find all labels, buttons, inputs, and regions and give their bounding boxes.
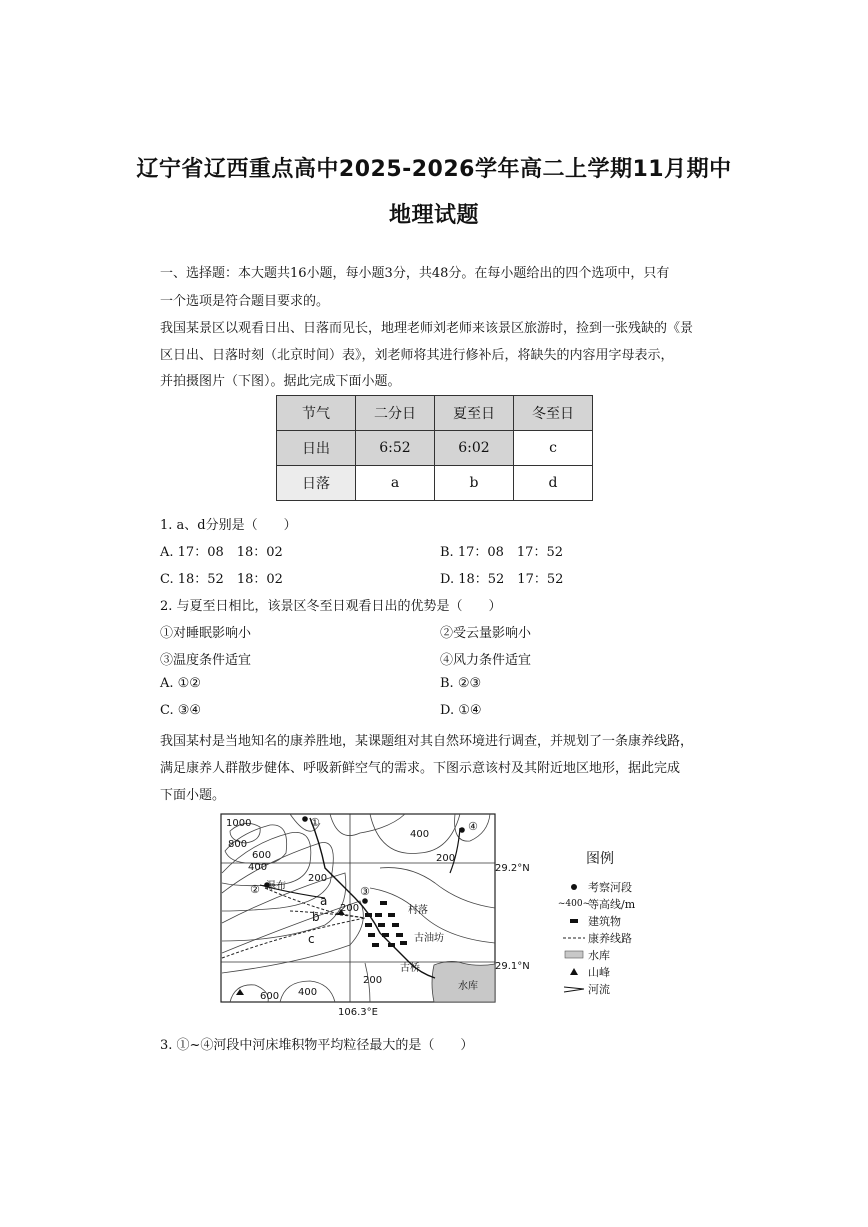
table-cell: 冬至日 bbox=[514, 396, 593, 431]
q2-option-d[interactable]: D. ①④ bbox=[440, 703, 482, 718]
contour-label: 400 bbox=[248, 862, 268, 873]
passage2-line-3: 下面小题。 bbox=[160, 788, 226, 803]
contour-label: 200 bbox=[363, 975, 383, 986]
contour-label: 200 bbox=[308, 873, 328, 884]
peak-icon bbox=[560, 967, 588, 976]
q1-option-b[interactable]: B. 17：08 17：52 bbox=[440, 545, 563, 560]
q3-stem: 3. ①~④河段中河床堆积物平均粒径最大的是（ ） bbox=[160, 1038, 474, 1053]
q2-item-4: ④风力条件适宜 bbox=[440, 653, 532, 668]
table-cell: 日出 bbox=[277, 431, 356, 466]
table-cell: c bbox=[514, 431, 593, 466]
contour-label: 800 bbox=[228, 839, 248, 850]
q1-option-c[interactable]: C. 18：52 18：02 bbox=[160, 572, 283, 587]
legend-item bbox=[560, 912, 635, 929]
latitude-label: 29.2°N bbox=[495, 863, 530, 874]
table-cell: 节气 bbox=[277, 396, 356, 431]
table-row bbox=[277, 431, 593, 466]
legend-label: 建筑物 bbox=[588, 914, 621, 928]
table-cell: b bbox=[435, 466, 514, 501]
contour-label: 200 bbox=[436, 853, 456, 864]
place-label: 水库 bbox=[458, 981, 478, 992]
contour-label: 1000 bbox=[226, 818, 252, 829]
terrain-map bbox=[220, 813, 530, 1028]
table-cell: d bbox=[514, 466, 593, 501]
contour-label: 200 bbox=[340, 903, 360, 914]
legend-label: 等高线/m bbox=[588, 897, 636, 911]
table-cell: 二分日 bbox=[356, 396, 435, 431]
river-icon bbox=[560, 984, 588, 994]
table-cell: 夏至日 bbox=[435, 396, 514, 431]
q2-item-2: ②受云量影响小 bbox=[440, 626, 532, 641]
q1-stem: 1. a、d分别是（ ） bbox=[160, 518, 297, 533]
legend-item bbox=[560, 878, 635, 895]
building-icon bbox=[560, 918, 588, 924]
table-header-row bbox=[277, 396, 593, 431]
legend-label: 山峰 bbox=[588, 965, 610, 979]
passage1-line-1: 我国某景区以观看日出、日落而见长，地理老师刘老师来该景区旅游时，捡到一张残缺的《景 bbox=[160, 321, 694, 336]
route-icon bbox=[560, 936, 588, 940]
legend-title: 图例 bbox=[586, 851, 614, 867]
table-row bbox=[277, 466, 593, 501]
latitude-label: 29.1°N bbox=[495, 961, 530, 972]
legend-label: 河流 bbox=[588, 982, 610, 996]
q2-item-3: ③温度条件适宜 bbox=[160, 653, 252, 668]
q2-option-b[interactable]: B. ②③ bbox=[440, 676, 482, 691]
legend-item bbox=[560, 963, 635, 980]
section-instruction-1: 一、选择题：本大题共16小题，每小题3分，共48分。在每小题给出的四个选项中，只有 bbox=[160, 266, 670, 281]
place-label: 古油坊 bbox=[414, 933, 444, 944]
q2-item-1: ①对睡眠影响小 bbox=[160, 626, 252, 641]
passage1-line-2: 区日出、日落时刻（北京时间）表》，刘老师将其进行修补后，将缺失的内容用字母表示， bbox=[160, 348, 674, 363]
longitude-label: 106.3°E bbox=[338, 1007, 378, 1018]
table-cell: 6:02 bbox=[435, 431, 514, 466]
table-cell: a bbox=[356, 466, 435, 501]
legend-item bbox=[560, 980, 635, 997]
place-label: 古桥 bbox=[400, 963, 420, 974]
route-label: a bbox=[320, 894, 328, 908]
route-label: b bbox=[312, 910, 320, 924]
legend-item bbox=[560, 929, 635, 946]
route-label: c bbox=[308, 932, 315, 946]
site-label: ① bbox=[310, 816, 320, 829]
section-instruction-2: 一个选项是符合题目要求的。 bbox=[160, 294, 330, 309]
site-dot bbox=[302, 816, 308, 822]
passage2-line-1: 我国某村是当地知名的康养胜地，某课题组对其自然环境进行调查，并规划了一条康养线路， bbox=[160, 734, 694, 749]
site-dot bbox=[459, 827, 465, 833]
map-legend bbox=[557, 848, 636, 997]
legend-item bbox=[560, 946, 635, 963]
table-cell: 6:52 bbox=[356, 431, 435, 466]
contour-label: 600 bbox=[252, 850, 272, 861]
site-label: ④ bbox=[468, 820, 478, 833]
q2-option-a[interactable]: A. ①② bbox=[160, 676, 201, 691]
q2-option-c[interactable]: C. ③④ bbox=[160, 703, 202, 718]
site-dot bbox=[362, 898, 368, 904]
contour-label: 400 bbox=[298, 987, 318, 998]
reservoir-icon bbox=[560, 950, 588, 959]
passage2-line-2: 满足康养人群散步健体、呼吸新鲜空气的需求。下图示意该村及其附近地区地形，据此完成 bbox=[160, 761, 681, 776]
legend-item bbox=[557, 895, 636, 912]
contour-icon: ~ 400 ~ bbox=[557, 898, 591, 909]
legend-label: 康养线路 bbox=[588, 931, 632, 945]
legend-label: 考察河段 bbox=[588, 880, 632, 894]
title-line-1: 辽宁省辽西重点高中2025-2026学年高二上学期11月期中 bbox=[136, 157, 732, 182]
q2-stem: 2. 与夏至日相比，该景区冬至日观看日出的优势是（ ） bbox=[160, 599, 502, 614]
site-label: ③ bbox=[360, 885, 370, 898]
place-label: 村落 bbox=[408, 905, 428, 916]
site-label: ② bbox=[250, 883, 260, 896]
contour-label: 600 bbox=[260, 991, 280, 1002]
site-dot-icon bbox=[560, 882, 588, 892]
table-cell: 日落 bbox=[277, 466, 356, 501]
sunrise-sunset-table bbox=[276, 395, 593, 501]
legend-label: 水库 bbox=[588, 948, 610, 962]
q1-option-d[interactable]: D. 18：52 17：52 bbox=[440, 572, 564, 587]
title-line-2: 地理试题 bbox=[388, 203, 479, 228]
q1-option-a[interactable]: A. 17：08 18：02 bbox=[160, 545, 283, 560]
place-label: 瀑布 bbox=[266, 881, 286, 892]
legend-contour-value: 400 bbox=[565, 898, 583, 909]
contour-label: 400 bbox=[410, 829, 430, 840]
passage1-line-3: 并拍摄图片（下图）。据此完成下面小题。 bbox=[160, 374, 401, 389]
